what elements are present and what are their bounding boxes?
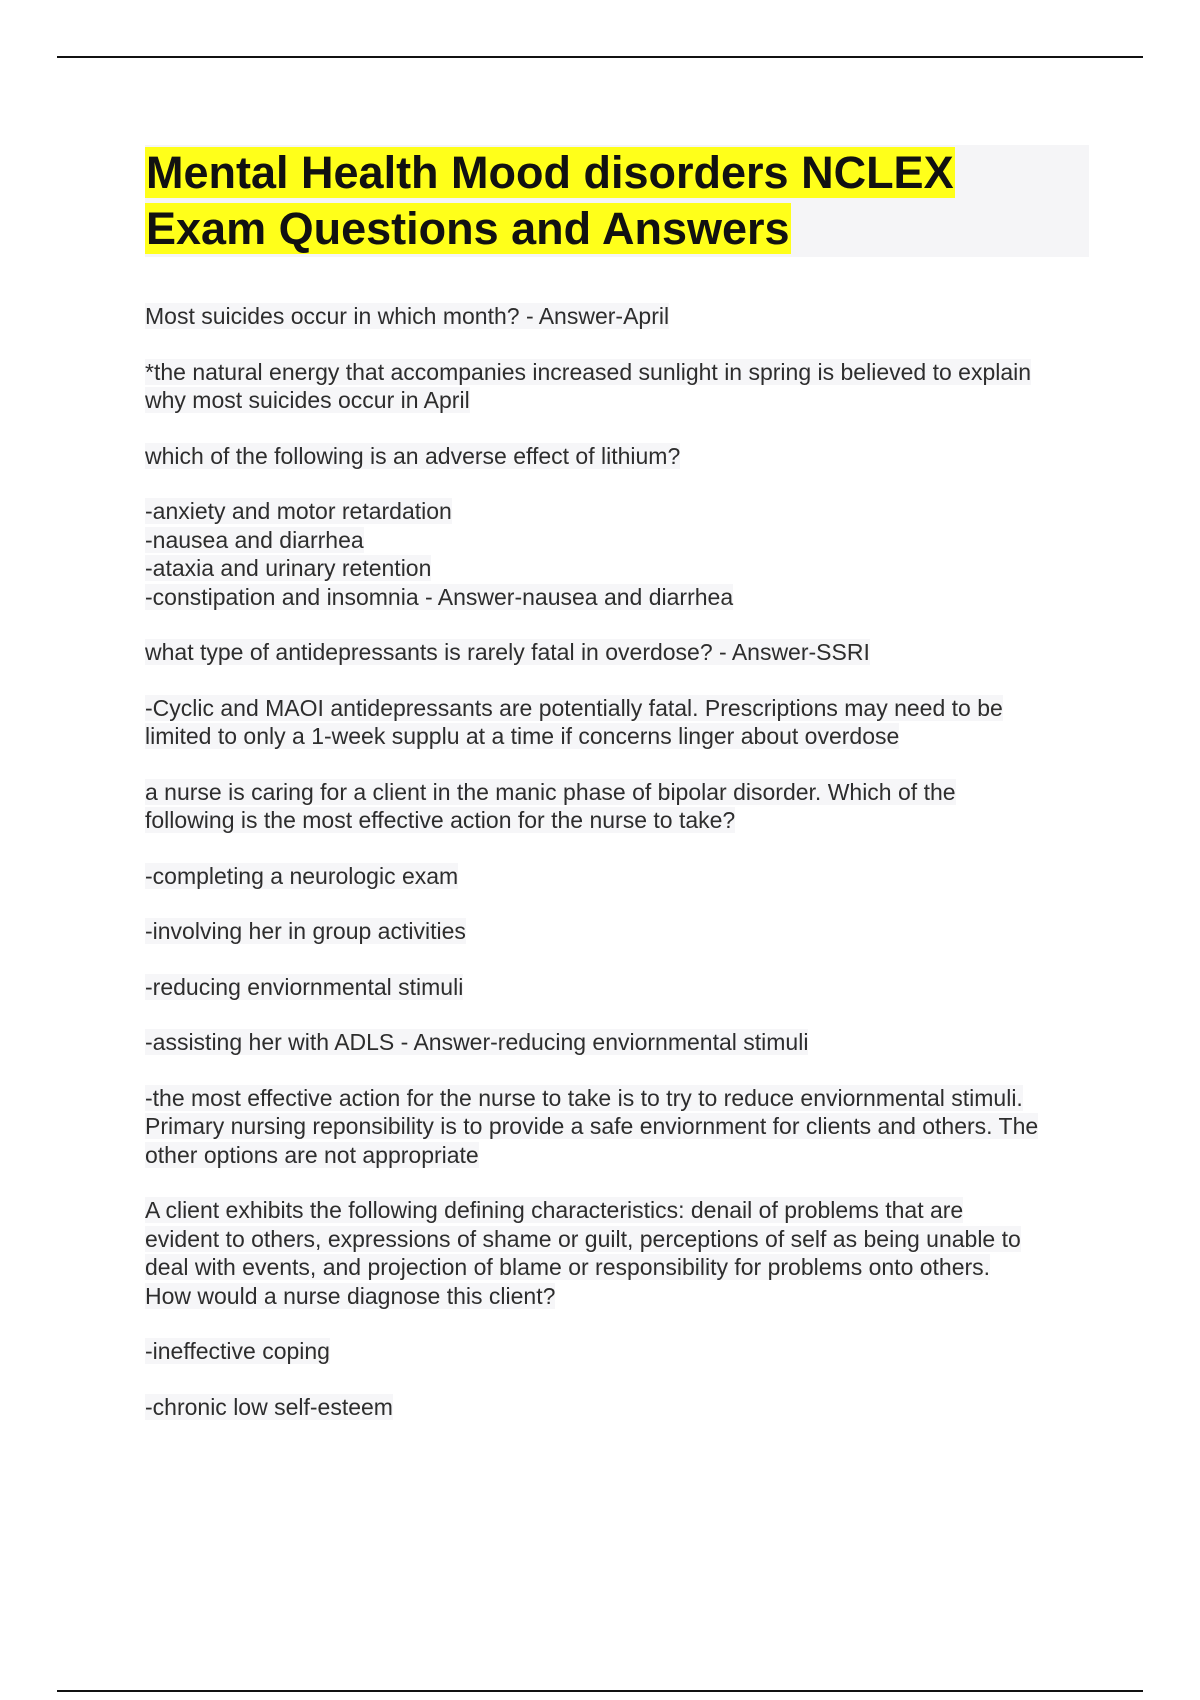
line-text: -involving her in group activities: [145, 918, 466, 944]
paragraph: [145, 973, 1105, 1002]
paragraph-line: [145, 1337, 1105, 1366]
line-text: How would a nurse diagnose this client?: [145, 1282, 556, 1309]
paragraph: [145, 497, 1105, 611]
bottom-rule: [57, 1690, 1143, 1692]
paragraph: [145, 694, 1105, 751]
paragraph-line: [145, 442, 1105, 471]
line-text: why most suicides occur in April: [145, 387, 470, 413]
line-text: -Cyclic and MAOI antidepressants are potentially fatal. Prescriptions may need to be: [145, 694, 1003, 721]
line-text: a nurse is caring for a client in the manic phase of bipolar disorder. Which of the: [145, 778, 956, 805]
title-line-1: Mental Health Mood disorders NCLEX: [146, 147, 954, 198]
paragraph-line: [145, 1393, 1105, 1422]
line-text: Primary nursing reponsibility is to provide a safe enviornment for clients and others. The: [145, 1113, 1039, 1139]
paragraph-line: [145, 1253, 1105, 1282]
paragraph-line: [145, 694, 1105, 723]
line-text: evident to others, expressions of shame or guilt, perceptions of self as being unable to: [145, 1225, 1021, 1252]
document-title: [145, 145, 1089, 257]
paragraph-line: [145, 1225, 1105, 1254]
line-text: *the natural energy that accompanies increased sunlight in spring is believed to explain: [145, 358, 1032, 385]
top-rule: [57, 56, 1143, 58]
line-text: -reducing enviornmental stimuli: [145, 973, 464, 1000]
paragraph: [145, 778, 1105, 835]
paragraph-line: [145, 778, 1105, 807]
line-text: what type of antidepressants is rarely fatal in overdose? - Answer-SSRI: [145, 639, 870, 665]
line-text: limited to only a 1-week supplu at a time if concerns linger about overdose: [145, 723, 900, 749]
paragraph-line: [145, 302, 1105, 331]
line-text: -ineffective coping: [145, 1338, 330, 1364]
paragraph-line: [145, 1112, 1105, 1141]
line-text: -assisting her with ADLS - Answer-reducing enviornmental stimuli: [145, 1029, 809, 1055]
line-text: -constipation and insomnia - Answer-nausea and diarrhea: [145, 583, 734, 610]
line-text: -anxiety and motor retardation: [145, 498, 452, 524]
line-text: -ataxia and urinary retention: [145, 555, 432, 581]
line-text: -nausea and diarrhea: [145, 526, 364, 553]
paragraph-line: [145, 526, 1105, 555]
line-text: other options are not appropriate: [145, 1141, 479, 1168]
paragraph-line: [145, 554, 1105, 583]
title-block: [145, 145, 1089, 257]
line-text: -chronic low self-esteem: [145, 1393, 393, 1420]
paragraph-line: [145, 1028, 1105, 1057]
paragraph: [145, 1196, 1105, 1310]
paragraph: [145, 1393, 1105, 1422]
paragraph: [145, 1337, 1105, 1366]
paragraph-line: [145, 638, 1105, 667]
paragraph: [145, 1028, 1105, 1057]
paragraph-line: [145, 583, 1105, 612]
paragraph: [145, 358, 1105, 415]
paragraph: [145, 1084, 1105, 1170]
paragraph-line: [145, 917, 1105, 946]
line-text: deal with events, and projection of blame or responsibility for problems onto others.: [145, 1254, 991, 1280]
line-text: -completing a neurologic exam: [145, 862, 459, 889]
paragraph-line: [145, 862, 1105, 891]
line-text: Most suicides occur in which month? - Answer-April: [145, 303, 670, 329]
paragraph: [145, 917, 1105, 946]
line-text: A client exhibits the following defining characteristics: denail of problems that are: [145, 1197, 964, 1223]
paragraph: [145, 862, 1105, 891]
paragraph: [145, 302, 1105, 331]
paragraph-line: [145, 1196, 1105, 1225]
paragraph-line: [145, 806, 1105, 835]
paragraph-line: [145, 1282, 1105, 1311]
paragraph: [145, 442, 1105, 471]
title-line-2: Exam Questions and Answers: [146, 203, 790, 254]
paragraph-line: [145, 386, 1105, 415]
paragraph-line: [145, 1141, 1105, 1170]
paragraph-line: [145, 497, 1105, 526]
line-text: following is the most effective action for the nurse to take?: [145, 807, 736, 833]
paragraph-line: [145, 722, 1105, 751]
paragraph-line: [145, 973, 1105, 1002]
paragraph-line: [145, 1084, 1105, 1113]
paragraph: [145, 638, 1105, 667]
paragraph-line: [145, 358, 1105, 387]
document-body: [145, 302, 1105, 1448]
line-text: -the most effective action for the nurse to take is to try to reduce enviornmental stimuli.: [145, 1084, 1023, 1111]
line-text: which of the following is an adverse effect of lithium?: [145, 442, 681, 469]
